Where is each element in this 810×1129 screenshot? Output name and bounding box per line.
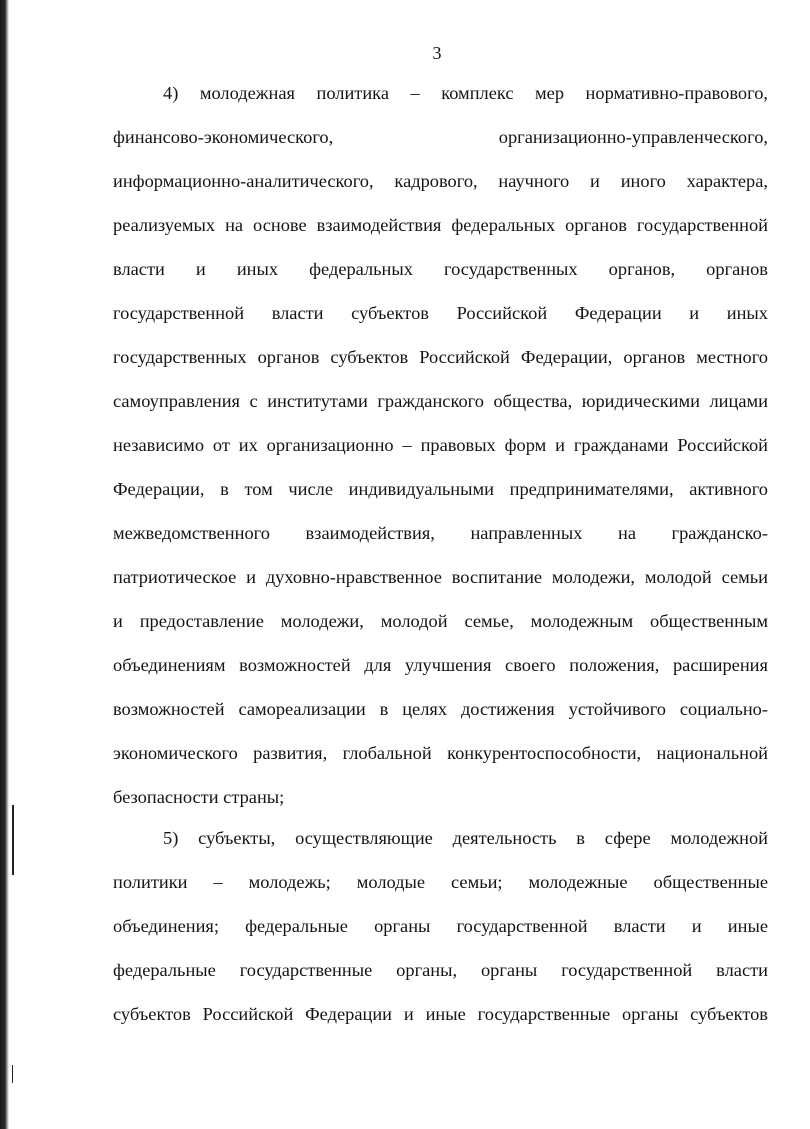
text-line: патриотическое и духовно-нравственное воспитание молодежи, молодой семьи: [113, 567, 768, 587]
text-line: политики – молодежь; молодые семьи; молодежные общественные: [113, 872, 768, 892]
text-line: независимо от их организационно – правовых форм и гражданами Российской: [113, 435, 768, 455]
text-line: экономического развития, глобальной конкурентоспособности, национальной: [113, 743, 768, 763]
scan-edge-mark: [12, 1065, 13, 1083]
scan-edge-mark: [12, 805, 14, 875]
text-line: информационно-аналитического, кадрового, научного и иного характера,: [113, 171, 768, 191]
text-line: безопасности страны;: [113, 787, 285, 807]
text-line: государственных органов субъектов Российской Федерации, органов местного: [113, 347, 768, 367]
text-line: субъектов Российской Федерации и иные государственные органы субъектов: [113, 1004, 768, 1024]
text-line: реализуемых на основе взаимодействия федеральных органов государственной: [113, 215, 768, 235]
text-line: возможностей самореализации в целях достижения устойчивого социально-: [113, 699, 768, 719]
page-number: 3: [432, 43, 442, 63]
text-line: 5) субъекты, осуществляющие деятельность в сфере молодежной: [163, 828, 768, 848]
text-line: 4) молодежная политика – комплекс мер нормативно-правового,: [163, 83, 768, 103]
scan-left-edge-shadow: [0, 0, 9, 1129]
text-line: объединения; федеральные органы государственной власти и иные: [113, 916, 768, 936]
text-line: государственной власти субъектов Российской Федерации и иных: [113, 303, 768, 323]
text-line: Федерации, в том числе индивидуальными предпринимателями, активного: [113, 479, 768, 499]
text-line: объединениям возможностей для улучшения своего положения, расширения: [113, 655, 768, 675]
text-line: и предоставление молодежи, молодой семье, молодежным общественным: [113, 611, 768, 631]
text-line: власти и иных федеральных государственных органов, органов: [113, 259, 768, 279]
text-line: финансово-экономического, организационно-управленческого,: [113, 127, 768, 147]
text-line: межведомственного взаимодействия, направленных на гражданско-: [113, 523, 768, 543]
text-line: самоуправления с институтами гражданского общества, юридическими лицами: [113, 391, 768, 411]
text-line: федеральные государственные органы, органы государственной власти: [113, 960, 768, 980]
